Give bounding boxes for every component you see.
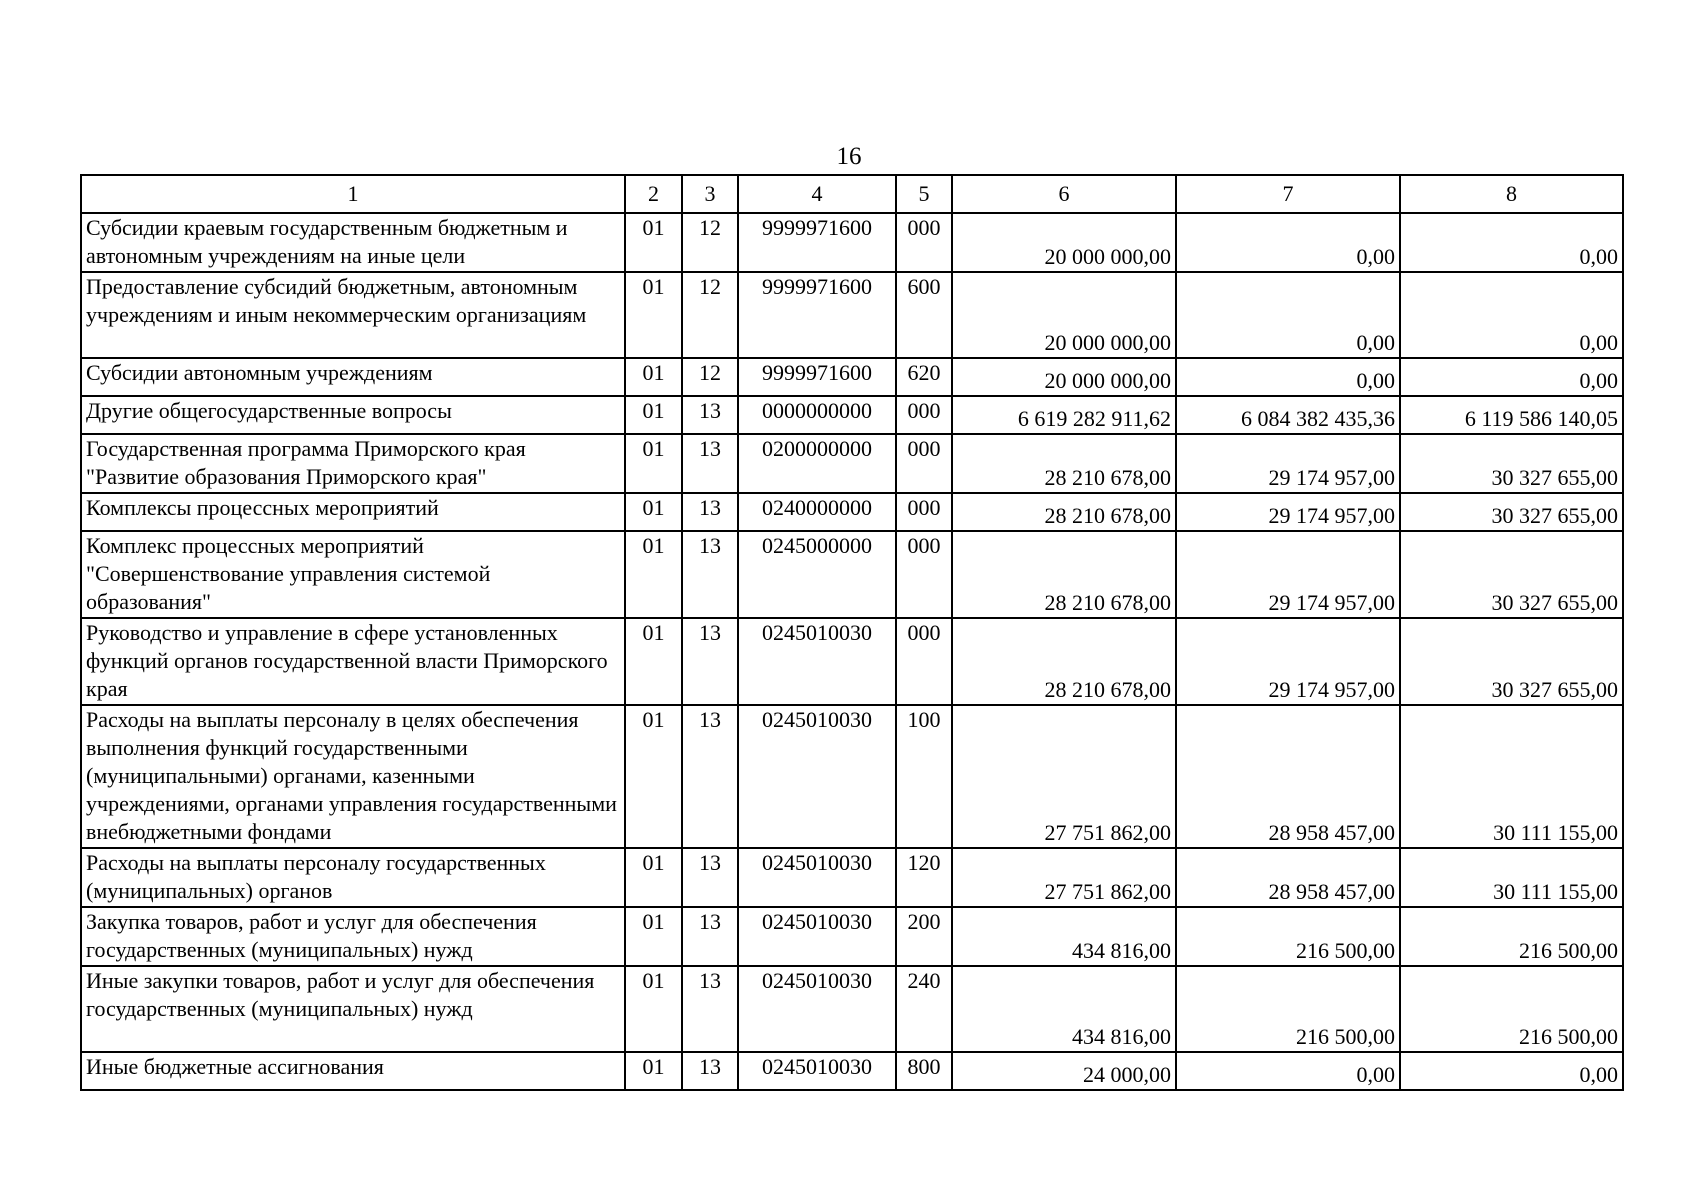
subsection-code: 13 <box>682 848 738 907</box>
row-name: Иные закупки товаров, работ и услуг для обеспечения государственных (муниципальных) нужд <box>81 966 625 1052</box>
column-header: 5 <box>896 175 952 213</box>
target-item-code: 9999971600 <box>738 272 896 358</box>
row-name: Комплексы процессных мероприятий <box>81 493 625 531</box>
section-code: 01 <box>625 907 682 966</box>
subsection-code: 13 <box>682 531 738 618</box>
amount-col6: 28 210 678,00 <box>952 531 1176 618</box>
amount-col8: 0,00 <box>1400 213 1623 272</box>
column-header: 1 <box>81 175 625 213</box>
row-name: Расходы на выплаты персоналу государственных (муниципальных) органов <box>81 848 625 907</box>
amount-col6: 27 751 862,00 <box>952 848 1176 907</box>
amount-col8: 0,00 <box>1400 358 1623 396</box>
target-item-code: 0200000000 <box>738 434 896 493</box>
expense-type-code: 000 <box>896 493 952 531</box>
subsection-code: 13 <box>682 966 738 1052</box>
row-name: Субсидии автономным учреждениям <box>81 358 625 396</box>
row-name: Закупка товаров, работ и услуг для обеспечения государственных (муниципальных) нужд <box>81 907 625 966</box>
expense-type-code: 600 <box>896 272 952 358</box>
amount-col7: 0,00 <box>1176 1052 1400 1090</box>
amount-col7: 29 174 957,00 <box>1176 493 1400 531</box>
expense-type-code: 800 <box>896 1052 952 1090</box>
target-item-code: 0245010030 <box>738 907 896 966</box>
section-code: 01 <box>625 1052 682 1090</box>
subsection-code: 13 <box>682 493 738 531</box>
amount-col8: 30 111 155,00 <box>1400 705 1623 848</box>
table-row <box>81 213 1623 272</box>
target-item-code: 0245010030 <box>738 1052 896 1090</box>
amount-col6: 24 000,00 <box>952 1052 1176 1090</box>
table-row <box>81 705 1623 848</box>
amount-col7: 6 084 382 435,36 <box>1176 396 1400 434</box>
row-name: Предоставление субсидий бюджетным, автономным учреждениям и иным некоммерческим организациям <box>81 272 625 358</box>
table-row <box>81 396 1623 434</box>
amount-col7: 0,00 <box>1176 272 1400 358</box>
section-code: 01 <box>625 848 682 907</box>
amount-col8: 30 327 655,00 <box>1400 434 1623 493</box>
amount-col7: 29 174 957,00 <box>1176 618 1400 705</box>
amount-col8: 6 119 586 140,05 <box>1400 396 1623 434</box>
expense-type-code: 000 <box>896 531 952 618</box>
table-row <box>81 907 1623 966</box>
amount-col6: 28 210 678,00 <box>952 434 1176 493</box>
amount-col8: 30 327 655,00 <box>1400 618 1623 705</box>
target-item-code: 0245000000 <box>738 531 896 618</box>
table-row <box>81 966 1623 1052</box>
subsection-code: 13 <box>682 396 738 434</box>
amount-col6: 28 210 678,00 <box>952 618 1176 705</box>
page-number: 16 <box>836 143 862 170</box>
column-header: 8 <box>1400 175 1623 213</box>
expense-type-code: 000 <box>896 213 952 272</box>
amount-col7: 0,00 <box>1176 358 1400 396</box>
expense-type-code: 000 <box>896 396 952 434</box>
row-name: Государственная программа Приморского края "Развитие образования Приморского края" <box>81 434 625 493</box>
table-row <box>81 1052 1623 1090</box>
amount-col8: 30 327 655,00 <box>1400 493 1623 531</box>
target-item-code: 9999971600 <box>738 213 896 272</box>
amount-col7: 29 174 957,00 <box>1176 434 1400 493</box>
subsection-code: 13 <box>682 1052 738 1090</box>
column-header: 4 <box>738 175 896 213</box>
column-header: 3 <box>682 175 738 213</box>
row-name: Субсидии краевым государственным бюджетным и автономным учреждениям на иные цели <box>81 213 625 272</box>
section-code: 01 <box>625 396 682 434</box>
amount-col8: 216 500,00 <box>1400 907 1623 966</box>
table-row <box>81 358 1623 396</box>
section-code: 01 <box>625 966 682 1052</box>
subsection-code: 12 <box>682 213 738 272</box>
row-name: Комплекс процессных мероприятий "Совершенствование управления системой образования" <box>81 531 625 618</box>
column-header: 6 <box>952 175 1176 213</box>
table-row <box>81 531 1623 618</box>
amount-col6: 6 619 282 911,62 <box>952 396 1176 434</box>
expense-type-code: 000 <box>896 434 952 493</box>
subsection-code: 13 <box>682 907 738 966</box>
section-code: 01 <box>625 358 682 396</box>
section-code: 01 <box>625 705 682 848</box>
amount-col8: 30 111 155,00 <box>1400 848 1623 907</box>
row-name: Иные бюджетные ассигнования <box>81 1052 625 1090</box>
target-item-code: 0245010030 <box>738 966 896 1052</box>
amount-col7: 0,00 <box>1176 213 1400 272</box>
row-name: Расходы на выплаты персоналу в целях обеспечения выполнения функций государственными (муниципальными) органами, казенными учреждениями, органами управления государственными внебюджетными фондами <box>81 705 625 848</box>
subsection-code: 13 <box>682 434 738 493</box>
column-header: 7 <box>1176 175 1400 213</box>
budget-table <box>80 174 1624 1091</box>
table-row <box>81 272 1623 358</box>
subsection-code: 13 <box>682 618 738 705</box>
table-row <box>81 493 1623 531</box>
row-name: Руководство и управление в сфере установленных функций органов государственной власти Приморского края <box>81 618 625 705</box>
amount-col8: 0,00 <box>1400 272 1623 358</box>
amount-col6: 20 000 000,00 <box>952 213 1176 272</box>
amount-col6: 434 816,00 <box>952 966 1176 1052</box>
target-item-code: 0240000000 <box>738 493 896 531</box>
subsection-code: 12 <box>682 272 738 358</box>
amount-col8: 30 327 655,00 <box>1400 531 1623 618</box>
header-row <box>81 175 1623 213</box>
subsection-code: 13 <box>682 705 738 848</box>
expense-type-code: 120 <box>896 848 952 907</box>
target-item-code: 0245010030 <box>738 705 896 848</box>
amount-col8: 0,00 <box>1400 1052 1623 1090</box>
section-code: 01 <box>625 618 682 705</box>
column-header: 2 <box>625 175 682 213</box>
amount-col7: 28 958 457,00 <box>1176 848 1400 907</box>
target-item-code: 0245010030 <box>738 618 896 705</box>
table-row <box>81 618 1623 705</box>
target-item-code: 9999971600 <box>738 358 896 396</box>
amount-col6: 434 816,00 <box>952 907 1176 966</box>
amount-col6: 28 210 678,00 <box>952 493 1176 531</box>
section-code: 01 <box>625 272 682 358</box>
amount-col7: 216 500,00 <box>1176 966 1400 1052</box>
amount-col6: 20 000 000,00 <box>952 358 1176 396</box>
amount-col7: 216 500,00 <box>1176 907 1400 966</box>
section-code: 01 <box>625 434 682 493</box>
expense-type-code: 000 <box>896 618 952 705</box>
amount-col7: 28 958 457,00 <box>1176 705 1400 848</box>
expense-type-code: 100 <box>896 705 952 848</box>
expense-type-code: 620 <box>896 358 952 396</box>
expense-type-code: 200 <box>896 907 952 966</box>
target-item-code: 0000000000 <box>738 396 896 434</box>
section-code: 01 <box>625 213 682 272</box>
amount-col7: 29 174 957,00 <box>1176 531 1400 618</box>
amount-col6: 20 000 000,00 <box>952 272 1176 358</box>
subsection-code: 12 <box>682 358 738 396</box>
section-code: 01 <box>625 493 682 531</box>
table-row <box>81 434 1623 493</box>
target-item-code: 0245010030 <box>738 848 896 907</box>
amount-col6: 27 751 862,00 <box>952 705 1176 848</box>
expense-type-code: 240 <box>896 966 952 1052</box>
amount-col8: 216 500,00 <box>1400 966 1623 1052</box>
table-row <box>81 848 1623 907</box>
section-code: 01 <box>625 531 682 618</box>
row-name: Другие общегосударственные вопросы <box>81 396 625 434</box>
